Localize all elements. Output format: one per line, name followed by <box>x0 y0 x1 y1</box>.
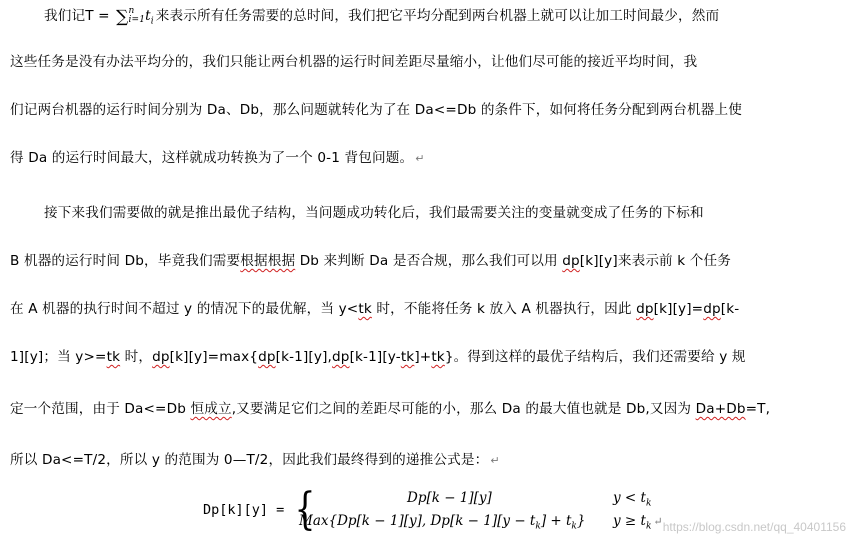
spellcheck-word: 根据根据 <box>240 253 296 269</box>
text: Max{Dp[k − 1][y], Dp[k − 1][y − t <box>299 513 536 529</box>
spellcheck-word: dp <box>258 349 276 365</box>
text: ,又要满足它们之间的差距尽可能的小，那么 Da 的最大值也就是 Db,又因为 <box>231 401 696 417</box>
text: [k][y]来表示前 k 个任务 <box>579 253 731 269</box>
text: ] + t <box>540 513 572 529</box>
spellcheck-word: 恒成立 <box>190 401 232 417</box>
subscript: k <box>535 521 541 532</box>
text: } <box>576 513 586 529</box>
sum-expression: ∑n $i=1t_i$ <box>116 6 154 27</box>
paragraph-mark-icon: ↵ <box>653 515 663 528</box>
text: 所以 Da<=T/2，所以 y 的范围为 0—T/2，因此我们最终得到的递推公式是： <box>10 452 489 468</box>
para2-line5 <box>10 399 770 419</box>
para1-line2: 这些任务是没有办法平均分的，我们只能让两台机器的运行时间差距尽量缩小，让他们尽可能的接近平均时间，我 <box>10 54 698 70</box>
text: Db 来判断 Da 是否合规，那么我们可以用 <box>295 253 563 269</box>
spellcheck-word: tk <box>400 349 415 365</box>
sum-lower: i=1 <box>128 15 146 25</box>
para1-line3: 们记两台机器的运行时间分别为 Da、Db，那么问题就转化为了在 Da<=Db 的条件下，如何将任务分配到两台机器上使 <box>10 102 742 118</box>
spellcheck-word: tk <box>358 301 372 317</box>
subscript: k <box>645 498 652 509</box>
spellcheck-word: dp <box>152 349 170 365</box>
text: y < t <box>613 490 646 506</box>
formula-case1-cond <box>613 490 651 509</box>
text: ]+ <box>414 349 432 365</box>
subscript: k <box>645 521 652 532</box>
para2-line4 <box>10 347 746 367</box>
spellcheck-word: dp <box>562 253 580 269</box>
subscript: k <box>571 521 577 532</box>
text: 1][y]；当 y>= <box>10 349 107 365</box>
para2-line2 <box>10 251 731 271</box>
paragraph-mark-icon: ↵ <box>490 454 500 467</box>
watermark: https://blog.csdn.net/qq_40401156 <box>662 520 846 534</box>
formula-case1-expr: Dp[k − 1][y] <box>407 490 492 506</box>
text: 定一个范围，由于 Da<=Db <box>10 401 191 417</box>
text: [k-1][y], <box>275 349 332 365</box>
paragraph-mark-icon: ↵ <box>415 152 425 165</box>
text: B 机器的运行时间 Db，毕竟我们需要 <box>10 253 241 269</box>
formula-case2-expr <box>299 513 585 532</box>
text: [k-1][y- <box>349 349 401 365</box>
text: [k][y]=max{ <box>169 349 259 365</box>
para1-line1 <box>44 6 719 32</box>
formula-brace: { <box>294 484 316 535</box>
text: y ≥ t <box>613 513 646 529</box>
text: [k- <box>720 301 740 317</box>
recurrence-formula <box>203 484 663 540</box>
formula-lhs: Dp[k][y] = <box>203 502 285 518</box>
text: =T, <box>745 401 771 417</box>
text: 得 Da 的运行时间最大，这样就成功转换为了一个 0-1 背包问题。 <box>10 150 414 166</box>
sum-sub: i <box>150 16 154 27</box>
text: 时，不能将任务 k 放入 A 机器执行，因此 <box>371 301 637 317</box>
para2-line1: 接下来我们需要做的就是推出最优子结构，当问题成功转化后，我们最需要关注的变量就变成了任务的下标和 <box>44 205 704 221</box>
sum-term: t <box>145 8 151 24</box>
text: 在 A 机器的执行时间不超过 y 的情况下的最优解，当 y< <box>10 301 359 317</box>
spellcheck-word: dp <box>703 301 721 317</box>
spellcheck-word: Da+Db <box>695 401 746 417</box>
formula-case2-cond <box>613 513 663 532</box>
spellcheck-word: dp <box>332 349 350 365</box>
text: [k][y]= <box>653 301 704 317</box>
text: 时， <box>120 349 153 365</box>
text: }。得到这样的最优子结构后，我们还需要给 y 规 <box>444 349 746 365</box>
text: 我们记T = <box>44 8 115 24</box>
para2-line3 <box>10 299 739 319</box>
spellcheck-word: tk <box>106 349 121 365</box>
spellcheck-word: dp <box>636 301 654 317</box>
para1-line4 <box>10 148 425 169</box>
text: 来表示所有任务需要的总时间，我们把它平均分配到两台机器上就可以让加工时间最少，然而 <box>155 8 720 24</box>
para2-line6 <box>10 450 500 471</box>
spellcheck-word: tk <box>431 349 445 365</box>
sum-upper: n <box>128 6 135 16</box>
